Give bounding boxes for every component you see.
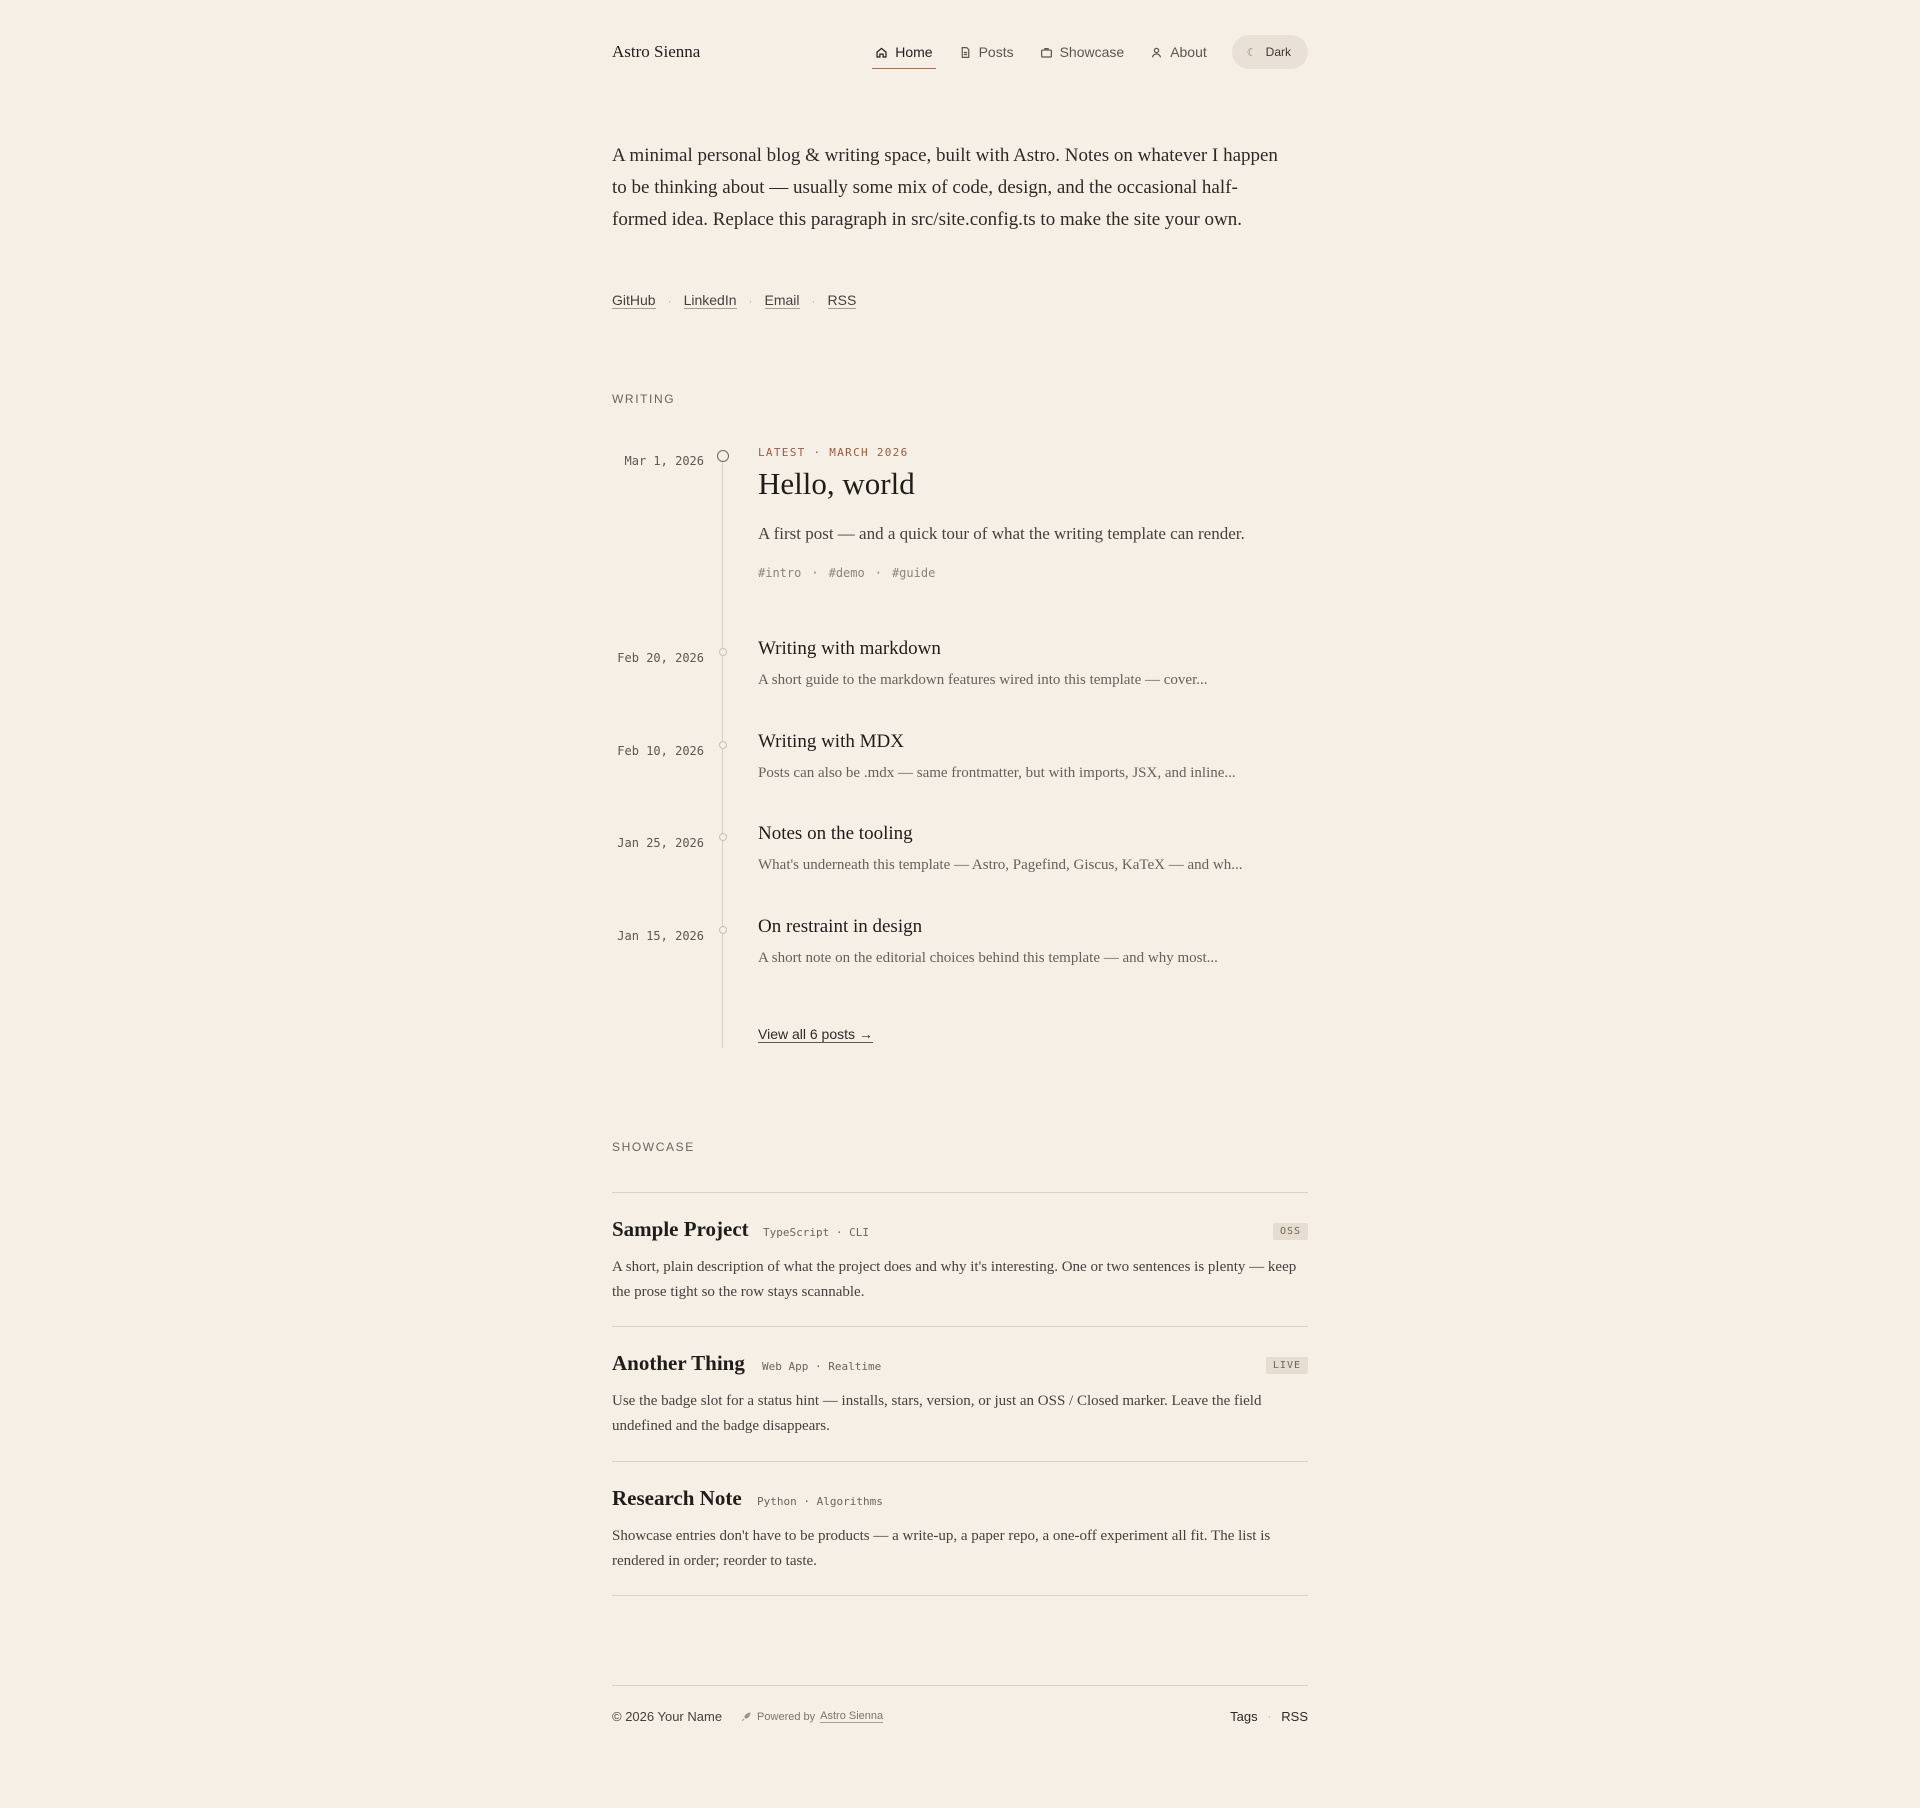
latest-post-description: A first post — and a quick tour of what the writing template can render. [758,524,1245,543]
timeline-dot [717,450,729,462]
nav-home-label: Home [895,44,933,60]
footer-divider [612,1685,1308,1686]
briefcase-icon [1040,46,1053,59]
footer-right [1230,1709,1308,1724]
separator: · [874,566,882,580]
link-email[interactable]: Email [764,292,800,308]
footer-left [612,1709,883,1724]
footer-link-tags[interactable]: Tags [1230,1709,1258,1724]
link-github[interactable]: GitHub [612,292,656,308]
nav-home[interactable] [872,35,935,69]
post-title[interactable]: On restraint in design [758,916,923,937]
showcase-section-label: SHOWCASE [612,1140,695,1154]
site-title[interactable]: Astro Sienna [612,42,701,61]
status-badge: OSS [1273,1223,1308,1240]
view-all-posts-link[interactable]: View all 6 posts → [758,1026,873,1042]
separator: · [748,293,753,308]
copyright: © 2026 Your Name [612,1709,723,1724]
main-nav [852,35,1308,69]
timeline-dot [719,926,727,934]
latest-post-tags [758,566,935,580]
user-icon [1150,46,1163,59]
post-title[interactable]: Writing with MDX [758,731,904,752]
showcase-item [612,1192,1308,1326]
post-date: Jan 15, 2026 [617,929,704,943]
latest-label: LATEST · MARCH 2026 [758,446,909,459]
link-rss[interactable]: RSS [827,292,857,308]
theme-toggle-label: Dark [1265,45,1291,59]
showcase-meta: Python · Algorithms [757,1495,883,1508]
separator: · [667,293,672,308]
timeline-dot [719,833,727,841]
post-date: Jan 25, 2026 [617,836,704,850]
theme-toggle-button[interactable] [1232,35,1308,69]
showcase-description: Showcase entries don't have to be products — a write-up, a paper repo, a one-off experiment all fit. The list is rendered in order; reorder to taste. [612,1528,1271,1569]
powered-by-link[interactable]: Astro Sienna [820,1710,884,1722]
link-linkedin[interactable]: LinkedIn [683,292,737,308]
nav-showcase[interactable] [1037,35,1128,69]
post-description: A short guide to the markdown features wired into this template — cover... [758,672,1208,688]
showcase-item [612,1326,1308,1461]
post-description: What's underneath this template — Astro, Pagefind, Giscus, KaTeX — and wh... [758,857,1243,873]
timeline-line [722,455,723,1048]
post-title[interactable]: Writing with markdown [758,638,941,659]
document-icon [959,46,972,59]
showcase-meta: TypeScript · CLI [763,1226,869,1239]
showcase-meta: Web App · Realtime [762,1360,882,1373]
showcase-title[interactable]: Research Note [612,1486,742,1510]
separator: · [811,293,816,308]
showcase-title[interactable]: Another Thing [612,1351,745,1375]
nav-posts-label: Posts [978,44,1014,60]
moon-icon: ☾ [1246,46,1257,59]
separator: · [811,566,819,580]
post-date: Mar 1, 2026 [624,454,704,468]
powered-by [740,1710,883,1723]
social-links [612,292,856,309]
latest-post-title[interactable]: Hello, world [758,466,915,501]
powered-by-prefix: Powered by [757,1710,816,1723]
showcase-item [612,1461,1308,1596]
writing-section-label: WRITING [612,392,676,406]
tag-link[interactable]: #guide [891,566,936,580]
intro-paragraph: A minimal personal blog & writing space, built with Astro. Notes on whatever I happen to be thinking about — usually some mix of code, design, and the occasional half-formed idea. Replace this paragraph in src/site.config.ts to make the site your own. [612,145,1278,230]
post-date: Feb 20, 2026 [617,651,704,665]
post-title[interactable]: Notes on the tooling [758,823,913,844]
status-badge: LIVE [1266,1357,1308,1374]
post-date: Feb 10, 2026 [617,744,704,758]
timeline-dot [719,648,727,656]
separator: · [1267,1710,1272,1723]
nav-about[interactable] [1147,35,1210,69]
post-description: Posts can also be .mdx — same frontmatter, but with imports, JSX, and inline... [758,765,1236,781]
nav-posts[interactable] [956,35,1017,69]
timeline-dot [719,741,727,749]
nav-about-label: About [1170,44,1207,60]
footer-link-rss[interactable]: RSS [1281,1709,1308,1724]
tag-link[interactable]: #intro [758,566,802,580]
showcase-title[interactable]: Sample Project [612,1217,749,1241]
home-icon [875,46,888,59]
showcase-description: A short, plain description of what the project does and why it's interesting. One or two sentences is plenty — keep the prose tight so the row stays scannable. [612,1259,1297,1300]
nav-showcase-label: Showcase [1059,44,1125,60]
post-description: A short note on the editorial choices behind this template — and why most... [758,950,1218,966]
tag-link[interactable]: #demo [828,566,865,580]
rocket-icon [740,1711,752,1723]
showcase-description: Use the badge slot for a status hint — installs, stars, version, or just an OSS / Closed marker. Leave the field undefined and the badge disappears. [612,1393,1262,1434]
